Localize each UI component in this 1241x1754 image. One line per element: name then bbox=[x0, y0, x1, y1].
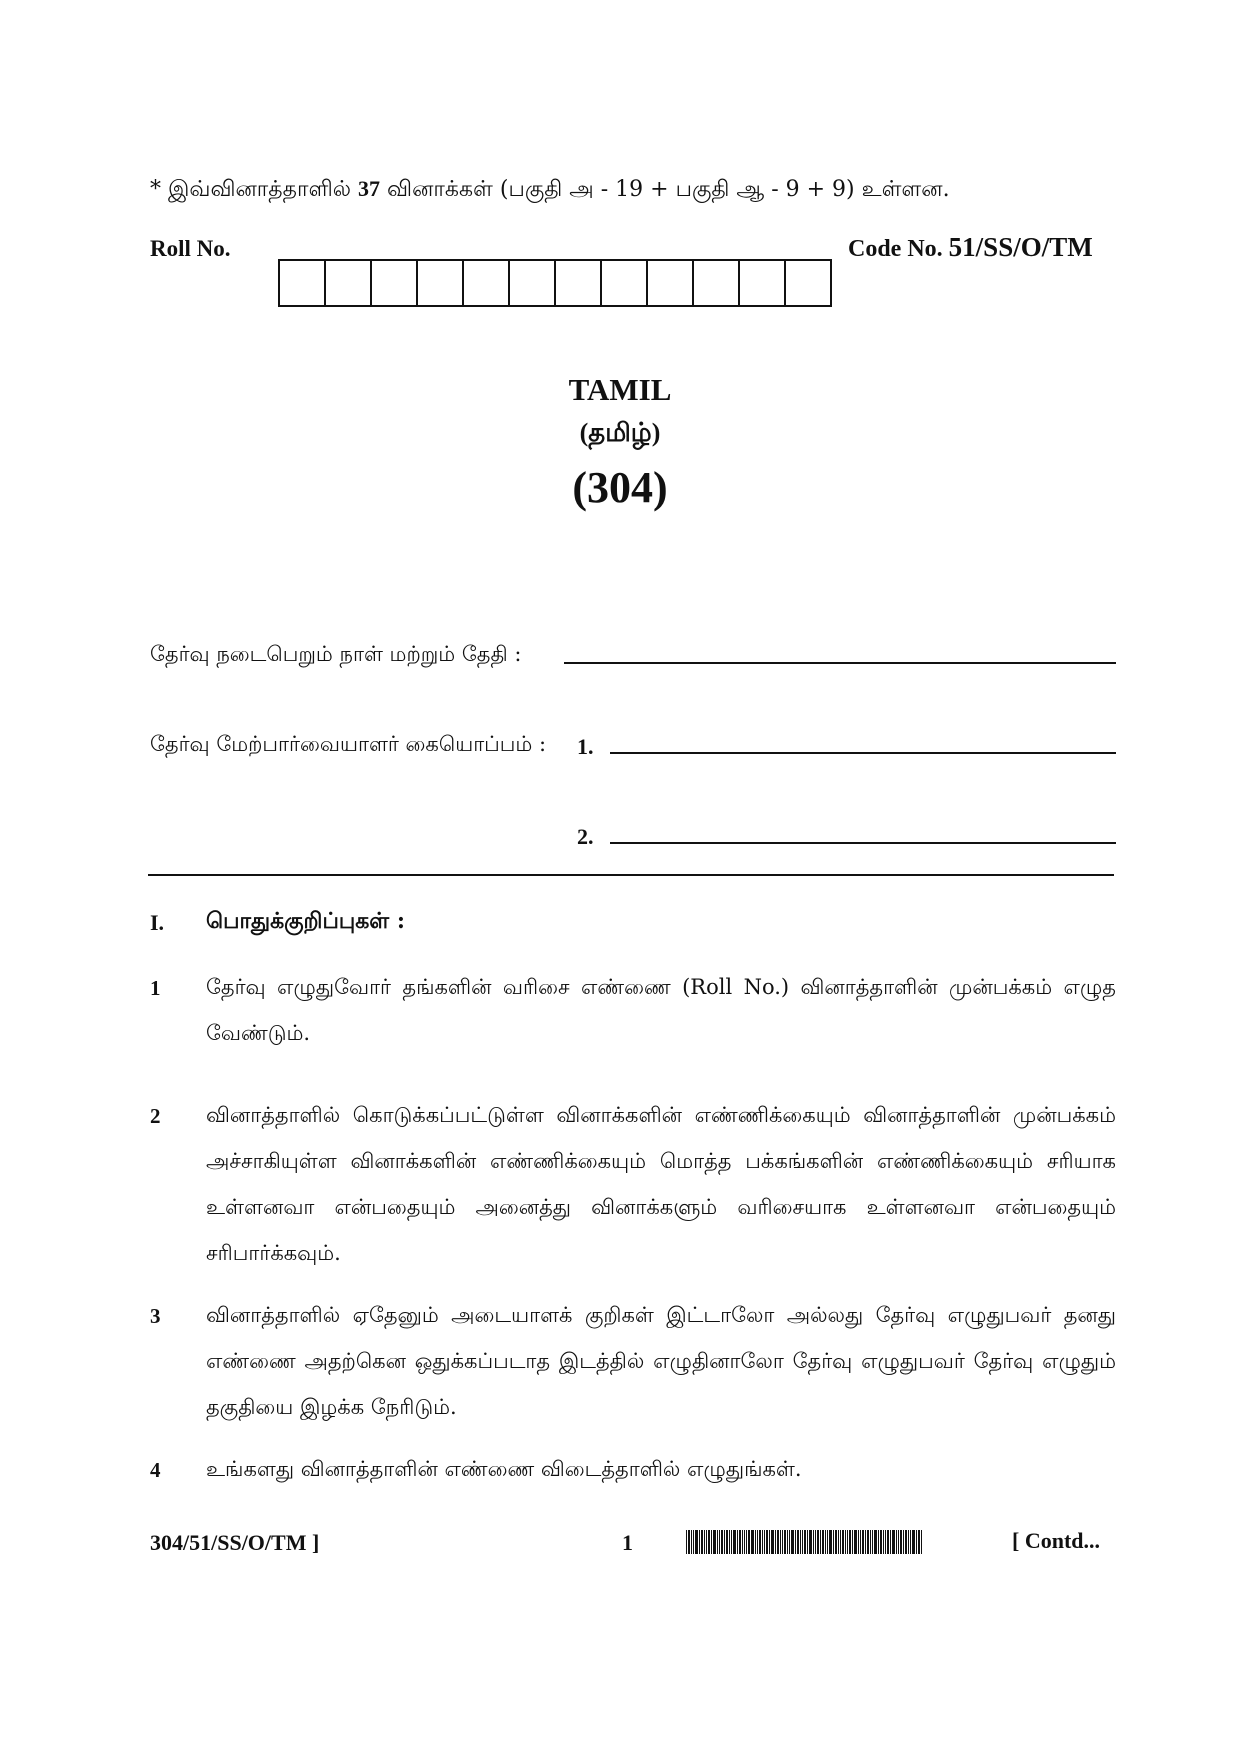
barcode-bar bbox=[802, 1530, 803, 1554]
barcode-bar bbox=[686, 1530, 687, 1554]
barcode-bar bbox=[849, 1530, 851, 1554]
barcode-bar bbox=[912, 1530, 915, 1554]
barcode-bar bbox=[787, 1530, 788, 1554]
question-count-note bbox=[150, 176, 950, 205]
section-divider bbox=[148, 874, 1114, 876]
barcode-bar bbox=[742, 1530, 743, 1554]
barcode-bar bbox=[762, 1530, 763, 1554]
barcode-bar bbox=[726, 1530, 728, 1554]
barcode-bar bbox=[699, 1530, 700, 1554]
barcode-bar bbox=[737, 1530, 738, 1554]
barcode-bar bbox=[916, 1530, 917, 1554]
barcode-bar bbox=[719, 1530, 720, 1554]
roll-number-box[interactable] bbox=[372, 259, 418, 307]
barcode-bar bbox=[813, 1530, 814, 1554]
section-number: I. bbox=[150, 910, 165, 935]
barcode-bar bbox=[731, 1530, 732, 1554]
barcode-bar bbox=[713, 1530, 716, 1554]
barcode-bar bbox=[777, 1530, 779, 1554]
barcode-bar bbox=[908, 1530, 909, 1554]
barcode-bar bbox=[748, 1530, 750, 1554]
instruction-3-text: வினாத்தாளில் ஏதேனும் அடையாளக் குறிகள் இட்டாலோ அல்லது தேர்வு எழுதுபவர் தனது எண்ணை அதற்கென ஒதுக்கப்படாத இடத்தில் எழுதினாலோ தேர்வு எழுதுபவர் தேர்வு எழுதும் தகுதியை இழக்க நேரிடும். bbox=[206, 1303, 1116, 1419]
roll-number-box[interactable] bbox=[326, 259, 372, 307]
instruction-4-text: உங்களது வினாத்தாளின் எண்ணை விடைத்தாளில் எழுதுங்கள். bbox=[206, 1457, 802, 1481]
instruction-4-number: 4 bbox=[150, 1458, 161, 1482]
subject-code: (304) bbox=[572, 463, 668, 512]
barcode-bar bbox=[688, 1530, 690, 1554]
barcode-bar bbox=[784, 1530, 786, 1554]
instruction-3-number: 3 bbox=[150, 1304, 161, 1328]
barcode-bar bbox=[847, 1530, 848, 1554]
roll-number-box[interactable] bbox=[602, 259, 648, 307]
barcode-bar bbox=[775, 1530, 776, 1554]
barcode-bar bbox=[744, 1530, 745, 1554]
barcode-bar bbox=[739, 1530, 741, 1554]
footer-page-number: 1 bbox=[622, 1530, 633, 1555]
barcode-bar bbox=[746, 1530, 747, 1554]
barcode-bar bbox=[887, 1530, 889, 1554]
barcode-bar bbox=[769, 1530, 770, 1554]
exam-date-line[interactable] bbox=[564, 662, 1116, 664]
barcode-bar bbox=[809, 1530, 812, 1554]
barcode-bar bbox=[896, 1530, 897, 1554]
barcode-bar bbox=[729, 1530, 730, 1554]
barcode-bar bbox=[842, 1530, 844, 1554]
roll-number-box[interactable] bbox=[786, 259, 832, 307]
barcode-bar bbox=[840, 1530, 841, 1554]
barcode-bar bbox=[858, 1530, 859, 1554]
barcode-bar bbox=[701, 1530, 703, 1554]
barcode-bar bbox=[860, 1530, 861, 1554]
barcode-bar bbox=[827, 1530, 828, 1554]
barcode-bar bbox=[885, 1530, 886, 1554]
barcode-bar bbox=[878, 1530, 879, 1554]
barcode-bar bbox=[721, 1530, 723, 1554]
barcode-bar bbox=[890, 1530, 891, 1554]
roll-number-label: Roll No. bbox=[150, 236, 231, 261]
barcode-bar bbox=[852, 1530, 853, 1554]
barcode-bar bbox=[817, 1530, 819, 1554]
footer-barcode bbox=[686, 1530, 992, 1554]
barcode-bar bbox=[815, 1530, 816, 1554]
barcode-bar bbox=[870, 1530, 871, 1554]
note-prefix: * இவ்வினாத்தாளில் bbox=[150, 177, 352, 202]
roll-number-boxes bbox=[278, 259, 832, 307]
instruction-1-text: தேர்வு எழுதுவோர் தங்களின் வரிசை எண்ணை (Roll No.) வினாத்தாளின் முன்பக்கம் எழுத வேண்டும். bbox=[206, 975, 1116, 1045]
barcode-bar bbox=[693, 1530, 694, 1554]
barcode-bar bbox=[800, 1530, 801, 1554]
instruction-2-number: 2 bbox=[150, 1104, 161, 1128]
barcode-bar bbox=[910, 1530, 911, 1554]
barcode-bar bbox=[874, 1530, 877, 1554]
barcode-bar bbox=[766, 1530, 768, 1554]
barcode-bar bbox=[691, 1530, 692, 1554]
barcode-bar bbox=[704, 1530, 705, 1554]
barcode-bar bbox=[892, 1530, 895, 1554]
signature-2-line[interactable] bbox=[610, 842, 1116, 844]
roll-number-box[interactable] bbox=[694, 259, 740, 307]
barcode-bar bbox=[717, 1530, 718, 1554]
barcode-bar bbox=[854, 1530, 857, 1554]
barcode-bar bbox=[780, 1530, 781, 1554]
roll-number-box[interactable] bbox=[510, 259, 556, 307]
barcode-bar bbox=[872, 1530, 873, 1554]
barcode-bar bbox=[733, 1530, 736, 1554]
barcode-bar bbox=[695, 1530, 698, 1554]
barcode-bar bbox=[862, 1530, 864, 1554]
barcode-bar bbox=[900, 1530, 902, 1554]
signature-2-number: 2. bbox=[577, 824, 594, 849]
section-title: பொதுக்குறிப்புகள் : bbox=[206, 908, 405, 934]
barcode-bar bbox=[845, 1530, 846, 1554]
barcode-bar bbox=[791, 1530, 794, 1554]
barcode-bar bbox=[751, 1530, 754, 1554]
note-count: 37 bbox=[358, 176, 381, 201]
signature-1-number: 1. bbox=[577, 734, 594, 759]
signature-1-line[interactable] bbox=[610, 752, 1116, 754]
roll-number-box[interactable] bbox=[464, 259, 510, 307]
subject-name-tamil: (தமிழ்) bbox=[579, 418, 661, 447]
barcode-bar bbox=[711, 1530, 712, 1554]
barcode-bar bbox=[833, 1530, 834, 1554]
barcode-bar bbox=[755, 1530, 756, 1554]
barcode-bar bbox=[883, 1530, 884, 1554]
instruction-1-number: 1 bbox=[150, 976, 161, 1000]
barcode-bar bbox=[829, 1530, 832, 1554]
barcode-bar bbox=[898, 1530, 899, 1554]
barcode-bar bbox=[757, 1530, 758, 1554]
barcode-bar bbox=[706, 1530, 707, 1554]
barcode-bar bbox=[905, 1530, 907, 1554]
barcode-bar bbox=[797, 1530, 799, 1554]
roll-number-box[interactable] bbox=[280, 259, 326, 307]
barcode-bar bbox=[835, 1530, 837, 1554]
roll-number-box[interactable] bbox=[648, 259, 694, 307]
barcode-bar bbox=[724, 1530, 725, 1554]
barcode-bar bbox=[903, 1530, 904, 1554]
instruction-2-text: வினாத்தாளில் கொடுக்கப்பட்டுள்ள வினாக்களின் எண்ணிக்கையும் வினாத்தாளின் முன்பக்கம் அச்சாகியுள்ள வினாக்களின் எண்ணிக்கையும் மொத்த பக்கங்களின் எண்ணிக்கையும் சரியாக உள்ளனவா என்பதையும் அனைத்து வினாக்களும் வரிசையாக உள்ளனவா என்பதையும் சரிபார்க்கவும். bbox=[206, 1103, 1116, 1265]
barcode-bar bbox=[822, 1530, 824, 1554]
note-suffix: வினாக்கள் (பகுதி அ - 19 + பகுதி ஆ - 9 + 9) உள்ளன. bbox=[387, 177, 950, 202]
barcode-bar bbox=[838, 1530, 839, 1554]
roll-number-box[interactable] bbox=[556, 259, 602, 307]
barcode-bar bbox=[795, 1530, 796, 1554]
barcode-bar bbox=[867, 1530, 869, 1554]
barcode-bar bbox=[918, 1530, 920, 1554]
roll-number-box[interactable] bbox=[418, 259, 464, 307]
barcode-bar bbox=[820, 1530, 821, 1554]
barcode-bar bbox=[825, 1530, 826, 1554]
code-number bbox=[848, 232, 1093, 263]
code-number-label: Code No. bbox=[848, 236, 943, 262]
barcode-bar bbox=[921, 1530, 922, 1554]
subject-name-english: TAMIL bbox=[568, 372, 672, 407]
barcode-bar bbox=[759, 1530, 761, 1554]
barcode-bar bbox=[789, 1530, 790, 1554]
barcode-bar bbox=[782, 1530, 783, 1554]
barcode-bar bbox=[865, 1530, 866, 1554]
barcode-bar bbox=[708, 1530, 710, 1554]
roll-number-box[interactable] bbox=[740, 259, 786, 307]
barcode-bar bbox=[880, 1530, 882, 1554]
code-number-value: 51/SS/O/TM bbox=[948, 232, 1093, 262]
barcode-bar bbox=[764, 1530, 765, 1554]
barcode-bar bbox=[771, 1530, 774, 1554]
footer-contd: [ Contd... bbox=[1012, 1528, 1101, 1553]
exam-date-label: தேர்வு நடைபெறும் நாள் மற்றும் தேதி : bbox=[150, 642, 522, 666]
barcode-bar bbox=[804, 1530, 806, 1554]
footer-paper-code: 304/51/SS/O/TM ] bbox=[150, 1530, 320, 1555]
invigilator-signature-label: தேர்வு மேற்பார்வையாளர் கையொப்பம் : bbox=[150, 732, 547, 756]
barcode-bar bbox=[807, 1530, 808, 1554]
